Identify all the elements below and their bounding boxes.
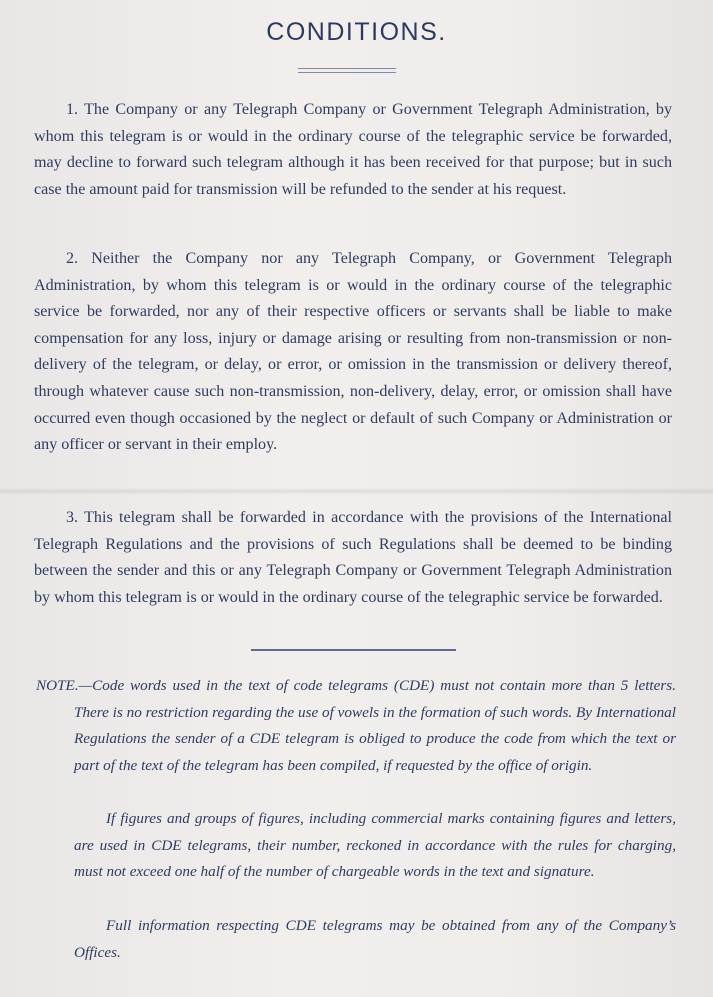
page-title: CONDITIONS. [266, 18, 447, 46]
note-paragraph-2: If figures and groups of figures, including commercial marks containing figures and letters, are used in CDE telegrams, their number, reckoned in accordance with the rules for charging, must not exceed one half of the number of chargeable words in the text and signature. [74, 810, 676, 881]
condition-3: 3. This telegram shall be forwarded in accordance with the provisions of the International Telegraph Regulations and the provisions of such Regulations shall be deemed to be binding between the sender and this or any Telegraph Company or Government Telegraph Administration by whom this telegram is or would in the ordinary course of the telegraphic service be forwarded. [34, 509, 672, 606]
section-divider [251, 649, 456, 651]
note-lead: NOTE. [36, 677, 79, 694]
condition-2: 2. Neither the Company nor any Telegraph Company, or Government Telegraph Administration, by whom this telegram is or would in the ordinary course of the telegraphic service be forwarded, nor any of their respective officers or servants shall be liable to make compensation for any loss, injury or damage arising or resulting from non-transmission or non-delivery of the telegram, or delay, or error, or omission in the transmission or delivery thereof, through whatever cause such non-transmission, non-delivery, delay, error, or omission shall have occurred even though occasioned by the neglect or default of such Company or Administration or any officer or servant in their employ. [34, 250, 672, 454]
title-double-rule [298, 68, 396, 73]
note-paragraph-1-text: —Code words used in the text of code telegrams (CDE) must not contain more than 5 letters. There is no restriction regarding the use of vowels in the formation of such words. By International Regulations the sender of a CDE telegram is obliged to produce the code from which the text or part of the text of the telegram has been compiled, if requested by the office of origin. [74, 677, 676, 775]
condition-1: 1. The Company or any Telegraph Company or Government Telegraph Administration, by whom this telegram is or would in the ordinary course of the telegraphic service be forwarded, may decline to forward such telegram although it has been received for that purpose; but in such case the amount paid for transmission will be refunded to the sender at his request. [34, 101, 672, 198]
note-paragraph-1 [36, 673, 676, 780]
note-paragraph-3: Full information respecting CDE telegrams may be obtained from any of the Company’s Offices. [74, 917, 676, 961]
